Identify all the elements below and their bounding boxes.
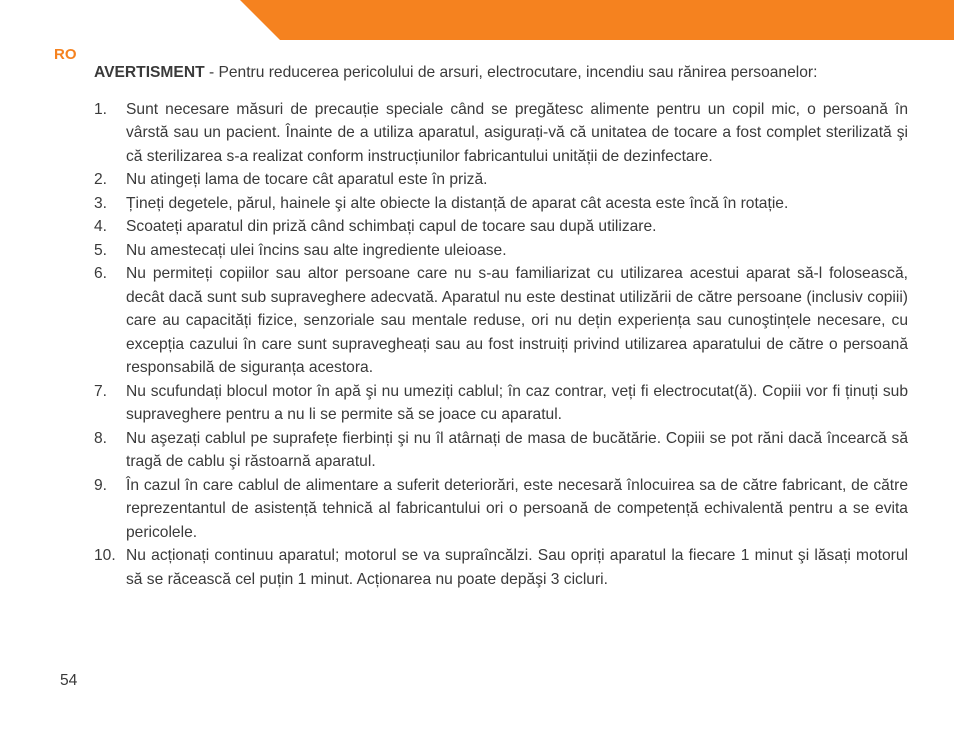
- list-item: [94, 262, 908, 380]
- item-number: 9.: [94, 476, 108, 494]
- item-number: 2.: [94, 171, 108, 188]
- list-item: [94, 380, 908, 427]
- warning-text: - Pentru reducerea pericolului de arsuri, electrocutare, incendiu sau rănirea persoanelor:: [204, 64, 818, 81]
- item-number: 7.: [94, 382, 108, 400]
- item-number: 8.: [94, 429, 108, 447]
- item-text: Nu permiteți copiilor sau altor persoane care nu s-au familiarizat cu utilizarea acestui aparat să-l folosească, decât dacă sunt sub supraveghere adecvată. Aparatul nu este destinat utilizării de către persoane (inclusiv copiii) care au capacități fizice, senzoriale sau mentale reduse, ori nu dețin experiența sau cunoştințele necesare, cu excepția cazului în care sunt supravegheați sau au fost instruiți privind utilizarea aparatului de către o persoană responsabilă de siguranța acestora.: [126, 265, 908, 376]
- list-item: [94, 239, 908, 263]
- warning-paragraph: [94, 61, 908, 85]
- item-text: Nu atingeți lama de tocare cât aparatul este în priză.: [126, 171, 488, 188]
- item-number: 1.: [94, 100, 108, 118]
- list-item: [94, 215, 908, 239]
- item-text: Nu aşezați cablul pe suprafețe fierbinți şi nu îl atârnați de masa de bucătărie. Copiii se pot răni dacă încearcă să tragă de cablu şi răstoarnă aparatul.: [126, 429, 908, 470]
- item-number: 5.: [94, 241, 108, 259]
- item-number: 10.: [94, 547, 116, 564]
- safety-list: [94, 98, 908, 592]
- language-code: RO: [54, 46, 77, 63]
- list-item: [94, 168, 908, 192]
- item-text: Țineți degetele, părul, hainele şi alte obiecte la distanță de aparat cât acesta este încă în rotație.: [126, 194, 789, 212]
- list-item: [94, 474, 908, 545]
- item-number: 6.: [94, 265, 108, 282]
- warning-label: AVERTISMENT: [94, 64, 205, 81]
- header-accent-bar: [240, 0, 954, 40]
- item-text: Nu scufundați blocul motor în apă şi nu umeziți cablul; în caz contrar, veți fi electrocutat(ă). Copiii vor fi ținuți sub supraveghere pentru a nu li se permite să se joace cu aparatul.: [126, 382, 908, 423]
- item-number: 4.: [94, 218, 108, 235]
- list-item: [94, 98, 908, 169]
- item-number: 3.: [94, 194, 108, 212]
- item-text: Nu acționați continuu aparatul; motorul se va supraîncălzi. Sau opriți aparatul la fiecare 1 minut şi lăsați motorul să se răcească cel puțin 1 minut. Acționarea nu poate depăşi 3 cicluri.: [126, 547, 908, 588]
- page-number: 54: [60, 672, 78, 689]
- item-text: Scoateți aparatul din priză când schimbați capul de tocare sau după utilizare.: [126, 218, 657, 235]
- list-item: [94, 544, 908, 591]
- item-text: În cazul în care cablul de alimentare a suferit deteriorări, este necesară înlocuirea sa de către fabricant, de către reprezentantul de asistență tehnică al fabricantului ori o persoană de competență echivalentă pentru a se evita pericolele.: [126, 476, 908, 541]
- list-item: [94, 192, 908, 216]
- item-text: Nu amestecați ulei încins sau alte ingrediente uleioase.: [126, 241, 507, 259]
- document-body: [94, 61, 908, 591]
- item-text: Sunt necesare măsuri de precauție speciale când se pregătesc alimente pentru un copil mic, o persoană în vârstă sau un pacient. Înainte de a utiliza aparatul, asigurați-vă că unitatea de tocare a fost complet sterilizată şi că sterilizarea s-a realizat conform instrucțiunilor fabricantului unității de dezinfectare.: [126, 100, 908, 165]
- list-item: [94, 427, 908, 474]
